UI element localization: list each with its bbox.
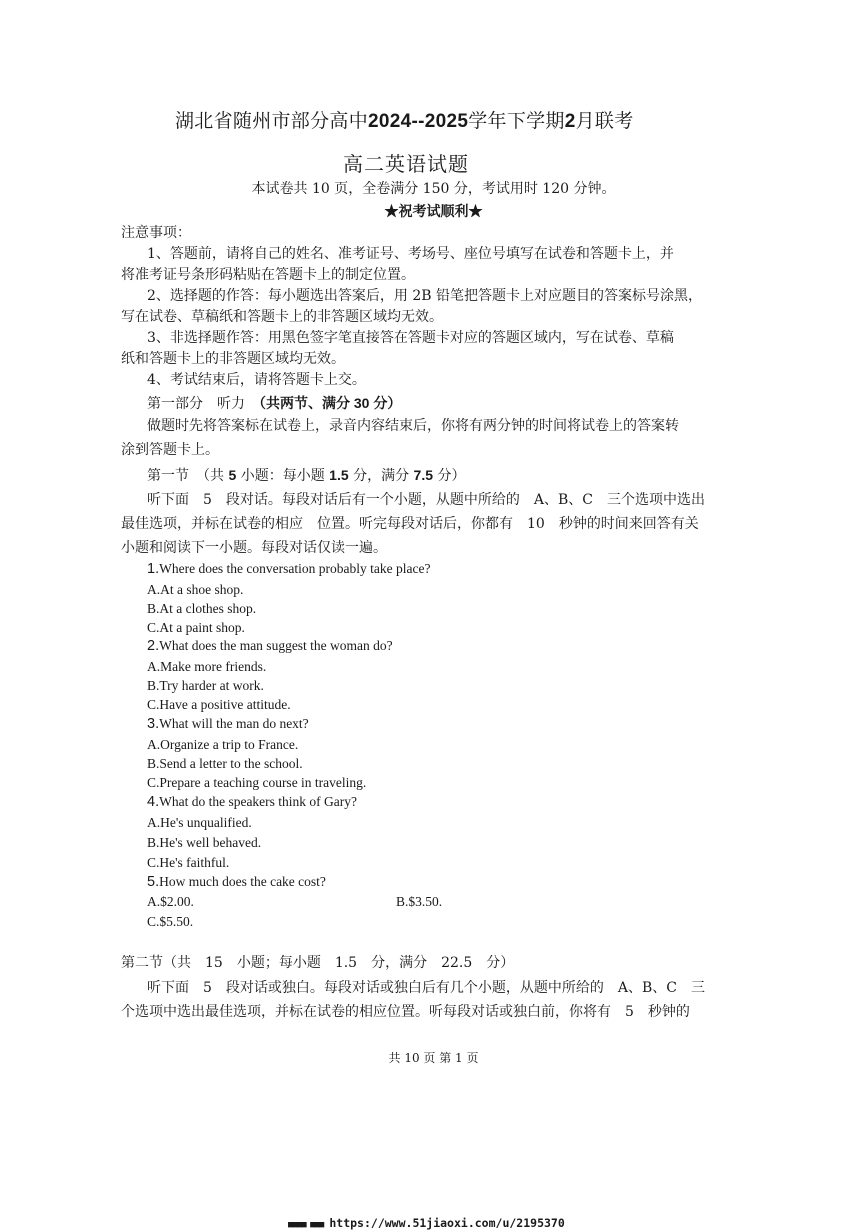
section1-heading-d: 分）: [433, 468, 466, 484]
note-3-line-1: 3、非选择题作答：用黑色签字笔直接答在答题卡对应的答题区域内，写在试卷、草稿: [147, 330, 674, 346]
section1-heading: [147, 467, 465, 485]
question-2-option-a: A.Make more friends.: [147, 659, 267, 674]
notes-heading: 注意事项：: [121, 225, 191, 241]
section1-heading-n3: 7.5: [413, 467, 433, 483]
section1-heading-b: 小题：每小题: [236, 468, 330, 484]
question-3-number: 3.: [147, 716, 160, 732]
page-number: 共 10 页 第 1 页: [388, 1051, 479, 1065]
question-1: [147, 561, 430, 577]
question-4-option-c: C.He's faithful.: [147, 855, 230, 870]
question-3-option-a: A.Organize a trip to France.: [147, 737, 299, 752]
exam-blessing: ★祝考试顺利★: [384, 204, 483, 220]
note-4: 4、考试结束后，请将答题卡上交。: [147, 372, 366, 388]
section2-heading: 第二节（共 15 小题；每小题 1.5 分，满分 22.5 分）: [121, 955, 515, 971]
part1-heading-a: 第一部分 听力: [147, 396, 259, 412]
question-3: [147, 716, 309, 732]
part1-intro-line-2: 涂到答题卡上。: [121, 442, 219, 458]
question-1-text: Where does the conversation probably take place?: [159, 561, 431, 576]
exam-info: 本试卷共 10 页，全卷满分 150 分，考试用时 120 分钟。: [251, 181, 616, 197]
question-2: [147, 638, 393, 654]
question-4-number: 4.: [147, 794, 160, 810]
question-1-option-c: C.At a paint shop.: [147, 620, 245, 635]
section1-intro-line-1: 听下面 5 段对话。每段对话后有一个小题，从题中所给的 A、B、C 三个选项中选出: [147, 492, 706, 508]
part1-intro-line-1: 做题时先将答案标在试卷上，录音内容结束后，你将有两分钟的时间将试卷上的答案转: [147, 418, 679, 434]
question-5-number: 5.: [147, 874, 160, 890]
section1-intro-line-2: 最佳选项，并标在试卷的相应 位置。听完每段对话后，你都有 10 秒钟的时间来回答有关: [121, 516, 699, 532]
part1-heading: [147, 395, 401, 413]
source-url: https://www.51jiaoxi.com/u/2195370: [329, 1216, 565, 1230]
question-4-option-a: A.He's unqualified.: [147, 815, 252, 830]
title-part-c: 月联考: [575, 110, 634, 132]
note-2-line-2: 写在试卷、草稿纸和答题卡上的非答题区域均无效。: [121, 309, 443, 325]
question-3-option-b: B.Send a letter to the school.: [147, 756, 303, 771]
exam-subtitle: 高二英语试题: [343, 152, 469, 176]
question-5-text: How much does the cake cost?: [159, 874, 326, 889]
question-2-number: 2.: [147, 638, 160, 654]
watermark-marks: ■■■■ ■■■: [288, 1220, 324, 1230]
part1-heading-b: （共两节、满分 30 分）: [259, 395, 402, 411]
question-2-text: What does the man suggest the woman do?: [159, 638, 393, 653]
title-month: 2: [564, 111, 576, 132]
question-1-number: 1.: [147, 561, 160, 577]
question-4-text: What do the speakers think of Gary?: [159, 794, 358, 809]
title-part-b: 学年下学期: [468, 110, 565, 132]
question-3-text: What will the man do next?: [159, 716, 309, 731]
question-1-option-a: A.At a shoe shop.: [147, 582, 244, 597]
note-2-line-1: 2、选择题的作答：每小题选出答案后，用 2B 铅笔把答题卡上对应题目的答案标号涂黑，: [147, 288, 703, 304]
title-year: 2024--2025: [368, 111, 469, 132]
question-5-option-c: C.$5.50.: [147, 914, 194, 929]
title-part-a: 湖北省随州市部分高中: [175, 110, 369, 132]
section2-intro-line-2: 个选项中选出最佳选项，并标在试卷的相应位置。听每段对话或独白前，你将有 5 秒钟的: [121, 1004, 690, 1020]
question-4: [147, 794, 357, 810]
question-5-option-b: B.$3.50.: [396, 894, 443, 909]
note-3-line-2: 纸和答题卡上的非答题区域均无效。: [121, 351, 345, 367]
section1-heading-n1: 5: [228, 467, 237, 483]
question-3-option-c: C.Prepare a teaching course in traveling.: [147, 775, 367, 790]
section1-heading-n2: 1.5: [329, 467, 349, 483]
question-2-option-c: C.Have a positive attitude.: [147, 697, 291, 712]
note-1-line-1: 1、答题前，请将自己的姓名、准考证号、考场号、座位号填写在试卷和答题卡上，并: [147, 246, 674, 262]
section1-heading-a: 第一节 （共: [147, 468, 229, 484]
source-watermark: [288, 1212, 565, 1231]
note-1-line-2: 将准考证号条形码粘贴在答题卡上的制定位置。: [121, 267, 415, 283]
section1-intro-line-3: 小题和阅读下一小题。每段对话仅读一遍。: [121, 540, 387, 556]
exam-title: [175, 106, 634, 133]
question-5: [147, 874, 326, 890]
section1-heading-c: 分，满分: [348, 468, 414, 484]
question-2-option-b: B.Try harder at work.: [147, 678, 264, 693]
question-5-option-a: A.$2.00.: [147, 894, 194, 909]
question-1-option-b: B.At a clothes shop.: [147, 601, 257, 616]
section2-intro-line-1: 听下面 5 段对话或独白。每段对话或独白后有几个小题，从题中所给的 A、B、C 三: [147, 980, 706, 996]
question-4-option-b: B.He's well behaved.: [147, 835, 262, 850]
